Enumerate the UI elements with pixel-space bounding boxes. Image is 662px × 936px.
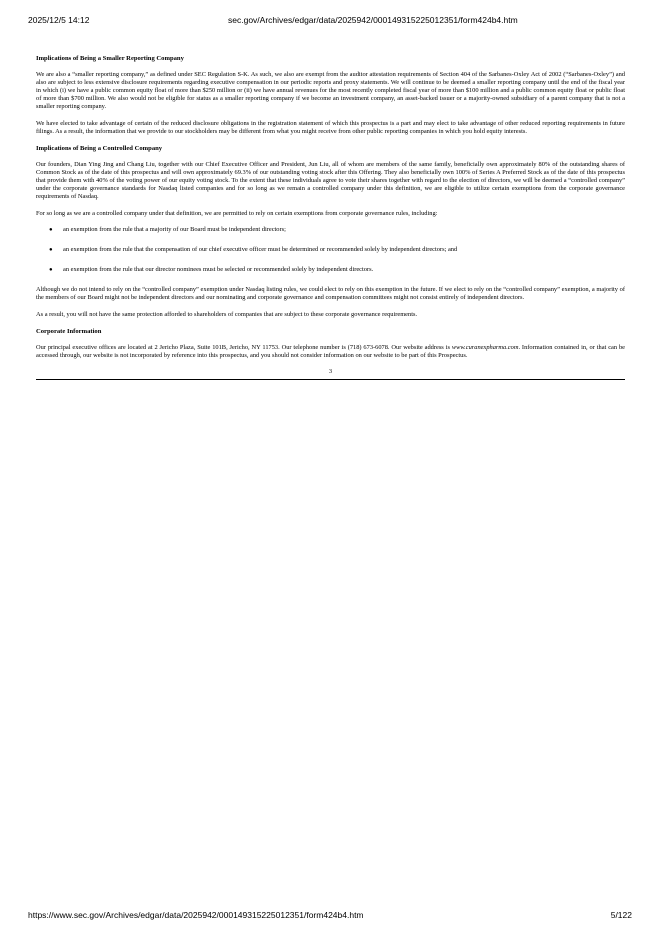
browser-print-footer [0, 910, 662, 930]
section-heading: Corporate Information [36, 327, 102, 335]
section-heading: Implications of Being a Smaller Reporting Company [36, 55, 184, 62]
bullet-icon: ● [49, 227, 53, 234]
list-item [36, 226, 625, 234]
paragraph: Our founders, Dian Ying Jing and Chang Liu, together with our Chief Executive Officer and President, Jun Liu, all of whom are members of the same family, beneficially own approximately 80% of the outstanding shares of Common Stock as of the date of this prospectus and will own approximately 69.3% of our outstanding voting stock after this Offering. They also beneficially own 100% of Series A Preferred Stock as of the date of this prospectus that provide them with 40% of the voting power of our equity voting stock. To the extent that these individuals agree to vote their shares together with regard to the election of directors, we will be deemed a “controlled company” under the corporate governance standards for Nasdaq listed companies and for so long as we remain a controlled company under this definition, we are eligible to utilize certain exemptions from the corporate governance requirements of Nasdaq. [36, 160, 625, 201]
paragraph: As a result, you will not have the same protection afforded to shareholders of companies that are subject to these corporate governance requirements. [36, 310, 418, 318]
page-number: 3 [328, 368, 333, 376]
paragraph: For so long as we are a controlled company under that definition, we are permitted to rely on certain exemptions from corporate governance rules, including: [36, 209, 438, 217]
section-smaller-reporting-company [36, 55, 625, 136]
section-heading: Implications of Being a Controlled Company [36, 144, 163, 152]
list-item-text: an exemption from the rule that the compensation of our chief executive officer must be determined or recommended solely by independent directors; and [63, 246, 458, 254]
print-page-count: 5/122 [610, 910, 632, 920]
section-controlled-company [36, 145, 625, 319]
paragraph [36, 344, 625, 360]
list-item-text: an exemption from the rule that a majority of our Board must be independent directors; [63, 226, 286, 234]
paragraph: Although we do not intend to rely on the “controlled company” exemption under Nasdaq listing rules, we could elect to rely on this exemption in the future. If we elect to rely on the “controlled company” exemption, a majority of the members of our Board might not be independent directors and our nominating and corporate governance and compensation committees might not consist entirely of independent directors. [36, 286, 625, 302]
website-link[interactable]: www.curanexpharma.com [451, 343, 519, 351]
print-timestamp: 2025/12/5 14:12 [28, 15, 90, 25]
exemptions-list [36, 226, 625, 274]
print-page-title: sec.gov/Archives/edgar/data/2025942/000149315225012351/form424b4.htm [228, 15, 518, 25]
paragraph-text: . Information contained in, or that can be accessed through, our website is not incorporated by reference into this prospectus, and you should not consider information on our website to be part of this Prospectus. [36, 343, 625, 359]
paragraph: We are also a “smaller reporting company,” as defined under SEC Regulation S-K. As such, we also are exempt from the auditor attestation requirements of Section 404 of the Sarbanes-Oxley Act of 2002 (“Sarbanes-Oxley”) and also are subject to less extensive disclosure requirements regarding executive compensation in our periodic reports and proxy statements. We will continue to be deemed a smaller reporting company until the end of the fiscal year in which (i) we have a public common equity float of more than $250 million or (ii) we have annual revenues for the most recently completed fiscal year of more than $100 million and a public common equity float or public float of more than $700 million. We also would not be eligible for status as a smaller reporting company if we become an investment company, an asset-backed issuer or a majority-owned subsidiary of a parent company that is not a smaller reporting company. [36, 71, 625, 111]
paragraph: We have elected to take advantage of certain of the reduced disclosure obligations in the registration statement of which this prospectus is a part and may elect to take advantage of other reduced reporting requirements in future filings. As a result, the information that we provide to our stockholders may be different from what you might receive from other public reporting companies in which you hold equity interests. [36, 119, 625, 136]
print-footer-url: https://www.sec.gov/Archives/edgar/data/2025942/000149315225012351/form424b4.htm [28, 910, 364, 920]
paragraph-text: Our principal executive offices are located at 2 Jericho Plaza, Suite 101B, Jericho, NY 11753. Our telephone number is (718) 673-6078. Our website address is [36, 343, 452, 351]
list-item-text: an exemption from the rule that our director nominees must be selected or recommended solely by independent directors. [63, 266, 374, 274]
list-item [36, 266, 625, 274]
browser-print-header [0, 0, 662, 25]
section-corporate-information [36, 328, 625, 360]
document-body [36, 55, 625, 380]
page-divider [36, 379, 625, 380]
bullet-icon: ● [49, 267, 53, 274]
bullet-icon: ● [49, 247, 53, 254]
list-item [36, 246, 625, 254]
